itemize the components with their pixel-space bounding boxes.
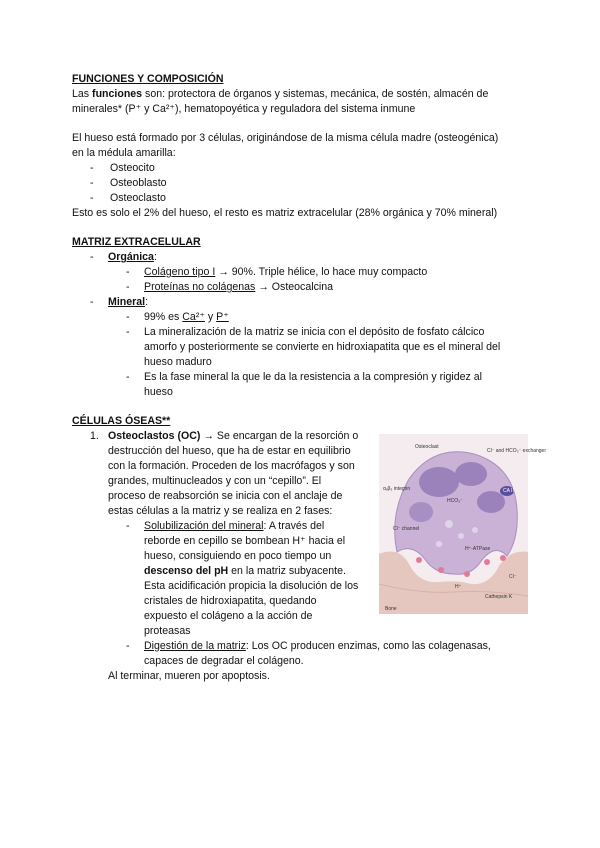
label-bone: Bone — [385, 606, 397, 612]
list-item: - Es la fase mineral la que le da la resistencia a la compresión y rigidez al hueso — [126, 371, 482, 398]
paragraph-funciones: Las funciones son: protectora de órganos y sistemas, mecánica, de sostén, almacén de — [72, 88, 489, 100]
paragraph-celulas-line1: El hueso está formado por 3 células, originándose de la misma célula madre (osteogénica) — [72, 132, 499, 144]
label-h: H⁺ — [455, 584, 462, 590]
list-item-phase2: - Digestión de la matriz: Los OC producen enzimas, como las colagenasas, capaces de degradar el colágeno. — [126, 640, 491, 667]
nucleus — [419, 467, 459, 497]
list-item: - Osteocito — [90, 162, 155, 174]
label-osteoclast: Osteoclast — [415, 444, 439, 450]
label-ca: CA II — [503, 488, 514, 494]
list-item: - Proteínas no colágenas → Osteocalcina — [126, 281, 334, 293]
list-item-phase1: - Solubilización del mineral: A través del reborde en cepillo se bombean H⁺ hacia el hueso, consiguiendo en poco tiempo un descenso del pH en la matriz subyacente. Esta acidificación propicia la disolución de los cristales de hidroxiapatita, quedando expuesto el colágeno a la acción de proteasas — [126, 520, 359, 637]
label-integrin: αᵥβ₃ integrin — [383, 486, 411, 492]
label-hco3: HCO₃⁻ — [447, 498, 463, 504]
paragraph-apoptosis: Al terminar, mueren por apoptosis. — [108, 670, 270, 682]
list-item: - Osteoclasto — [90, 192, 166, 204]
nucleus — [409, 502, 433, 522]
section-title-matriz: MATRIZ EXTRACELULAR — [72, 236, 201, 248]
nucleus — [455, 462, 487, 486]
list-item-mineral: - Mineral: — [90, 296, 149, 308]
paragraph-funciones-line2: minerales* (P⁺ y Ca²⁺), hematopoyética y reguladora del sistema inmune — [72, 103, 416, 115]
list-item: - Osteoblasto — [90, 177, 167, 189]
section-title-funciones: FUNCIONES Y COMPOSICIÓN — [72, 73, 224, 85]
label-atpase: H⁺-ATPase — [465, 546, 491, 552]
list-item: - La mineralización de la matriz se inicia con el depósito de fosfato cálcico amorfo y posteriormente se convierte en hidroxiapatita que es el mineral del hueso maduro — [126, 326, 501, 368]
paragraph-celulas-line2: en la médula amarilla: — [72, 147, 176, 159]
nucleus — [477, 491, 505, 513]
osteoclast-figure — [379, 434, 547, 614]
section-title-celulas: CÉLULAS ÓSEAS** — [72, 415, 171, 427]
numbered-item-osteoclastos: 1. Osteoclastos (OC) → Se encargan de la resorción o destrucción del hueso, que ha de estar en equilibrio con la formación. Proceden de los macrófagos y son grandes, multinucleados y con un “cepillo”. El proceso de reabsorción se inicia con el anclaje de estas células a la matriz y se realiza en 2 fases: — [90, 430, 359, 517]
list-item: - Colágeno tipo I → 90%. Triple hélice, lo hace muy compacto — [126, 266, 428, 278]
label-exchanger: Cl⁻ and HCO₃⁻ exchanger — [487, 448, 547, 454]
label-cathepsin: Cathepsin K — [485, 594, 513, 600]
list-item-organica: - Orgánica: — [90, 251, 157, 263]
label-cl: Cl⁻ — [509, 574, 517, 580]
list-item: - 99% es Ca²⁺ y P⁺ — [126, 311, 229, 323]
osteoclast-illustration — [379, 434, 528, 614]
paragraph-summary: Esto es solo el 2% del hueso, el resto es matriz extracelular (28% orgánica y 70% mineral) — [72, 207, 498, 219]
label-channel: Cl⁻ channel — [393, 526, 420, 532]
